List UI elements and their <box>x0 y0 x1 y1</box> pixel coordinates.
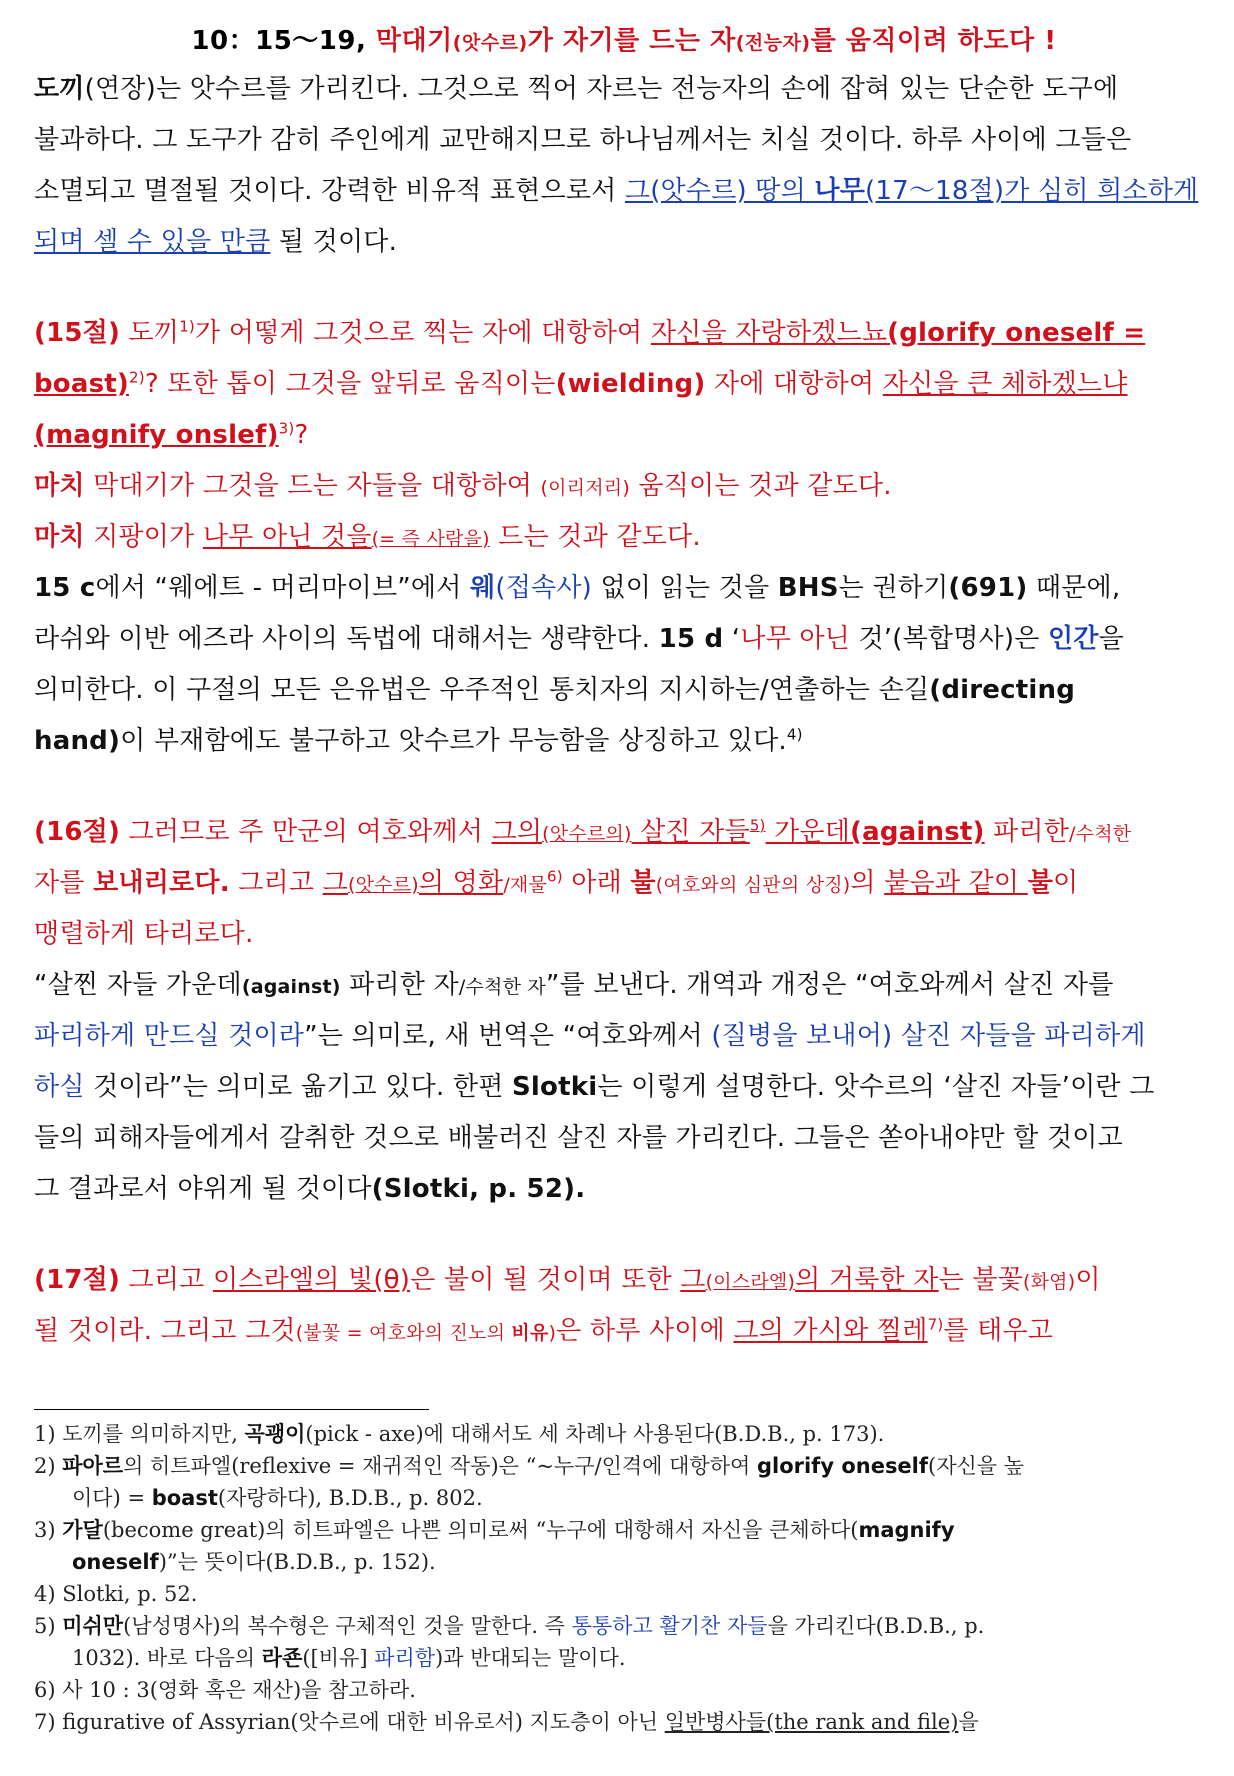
footnote-3: 3) 가달(become great)의 히트파엘은 나쁜 의미로써 “누구에 대항해서 자신을 큰체하다(magnify <box>34 1518 955 1542</box>
footnotes: 1) 도끼를 의미하지만, 곡괭이(pick - axe)에 대해서도 세 차례나 사용된다(B.D.B., p. 173). 2) 파아르의 히트파엘(reflexive = 재귀적인 작동)은 “~누구/인격에 대항하여 glorify oneself(자신을 높 이다) = boast(자랑하다), B.D.B., p. 802. 3) 가달(become great)의 히트파엘은 나쁜 의미로써 “누구에 대항해서 자신을 큰체하다(magnify oneself)”는 뜻이다(B.D.B., p. 152). 4) Slotki, p. 52. 5) 미쉬만(남성명사)의 복수형은 구체적인 것을 말한다. 즉 통통하고 활기찬 자들을 가리킨다(B.D.B., p. 1032). 바로 다음의 라죤([비유] 파리함)과 반대되는 말이다. 6) 사 10 : 3(영화 혹은 재산)을 참고하라. 7) figurative of Assyrian(앗수르에 대한 비유로서) 지도층이 아닌 일반병사들(the rank and file)을 <box>34 1418 1214 1738</box>
footnote-divider <box>34 1409 429 1410</box>
intro-paragraph: 도끼(연장)는 앗수르를 가리킨다. 그것으로 찍어 자르는 전능자의 손에 잡혀 있는 단순한 도구에 불과하다. 그 도구가 감히 주인에게 교만해지므로 하나님께서는 치실 것이다. 하루 사이에 그들은 소멸되고 멸절될 것이다. 강력한 비유적 표현으로서 그(앗수르) 땅의 나무(17～18절)가 심히 희소하게 되며 셀 수 있을 만큼 될 것이다. <box>34 74 1199 257</box>
title-reference: 10：15～19, <box>191 26 367 56</box>
footnote-4: 4) Slotki, p. 52. <box>34 1582 198 1606</box>
footnote-6: 6) 사 10 : 3(영화 혹은 재산)을 참고하라. <box>34 1678 416 1702</box>
verse-16: (16절) 그러므로 주 만군의 여호와께서 그의(앗수르의) 살진 자들$^{5)}$ 가운데(against) 파리한/수척한 자를 보내리로다. 그리고 그(앗수르)의 영화/재물$^{6)}$ 아래 불(여호와의 심판의 상징)의 붙음과 같이 불이 맹렬하게 타리로다. <box>34 816 1132 949</box>
commentary-15: 15 c에서 “웨에트 - 머리마이브”에서 웨(접속사) 없이 읽는 것을 BHS는 권하기(691) 때문에, 라쉬와 이반 에즈라 사이의 독법에 대해서는 생략한다. 15 d ‘나무 아닌 것’(복합명사)은 인간을 의미한다. 이 구절의 모든 은유법은 우주적인 통치자의 지시하는/연출하는 손길(directing hand)이 부재함에도 불구하고 앗수르가 무능함을 상징하고 있다.$^{4)}$ <box>34 573 1124 756</box>
commentary-16: “살찐 자들 가운데(against) 파리한 자/수척한 자”를 보낸다. 개역과 개정은 “여호와께서 살진 자를 파리하게 만드실 것이라”는 의미로, 새 번역은 “여호와께서 (질병을 보내어) 살진 자들을 파리하게 하실 것이라”는 의미로 옮기고 있다. 한편 Slotki는 이렇게 설명한다. 앗수르의 ‘살진 자들’이란 그 들의 피해자들에게서 갈취한 것으로 배불러진 살진 자를 가리킨다. 그들은 쏟아내야만 할 것이고 그 결과로서 야위게 될 것이다(Slotki, p. 52). <box>34 970 1155 1204</box>
verse-15: (15절) 도끼$^{1)}$가 어떻게 그것으로 찍는 자에 대항하여 자신을 자랑하겠느뇨(glorify oneself = boast)$^{2)}$? 또한 톱이 그것을 앞뒤로 움직이는(wielding) 자에 대항하여 자신을 큰 체하겠느냐 (magnify onslef)$^{3)}$? 마치 막대기가 그것을 드는 자들을 대항하여 (이리저리) 움직이는 것과 같도다. 마치 지팡이가 나무 아닌 것을(= 즉 사람을) 드는 것과 같도다. <box>34 317 1146 552</box>
footnote-1: 1) 도끼를 의미하지만, 곡괭이(pick - axe)에 대해서도 세 차례나 사용된다(B.D.B., p. 173). <box>34 1422 885 1446</box>
footnote-2: 2) 파아르의 히트파엘(reflexive = 재귀적인 작동)은 “~누구/인격에 대항하여 glorify oneself(자신을 높 <box>34 1454 1025 1478</box>
footnote-7: 7) figurative of Assyrian(앗수르에 대한 비유로서) 지도층이 아닌 일반병사들(the rank and file)을 <box>34 1710 979 1734</box>
title-text: 막대기(앗수르)가 자기를 드는 자(전능자)를 움직이려 하도다 ! <box>375 26 1057 56</box>
section-title <box>34 18 1214 64</box>
footnote-5: 5) 미쉬만(남성명사)의 복수형은 구체적인 것을 말한다. 즉 통통하고 활기찬 자들을 가리킨다(B.D.B., p. <box>34 1614 985 1638</box>
verse-17: (17절) 그리고 이스라엘의 빛(θ)은 불이 될 것이며 또한 그(이스라엘)의 거룩한 자는 불꽃(화염)이 될 것이라. 그리고 그것(불꽃 = 여호와의 진노의 비유)은 하루 사이에 그의 가시와 찔레$^{7)}$를 태우고 <box>34 1265 1101 1346</box>
document-page <box>34 18 1214 1357</box>
